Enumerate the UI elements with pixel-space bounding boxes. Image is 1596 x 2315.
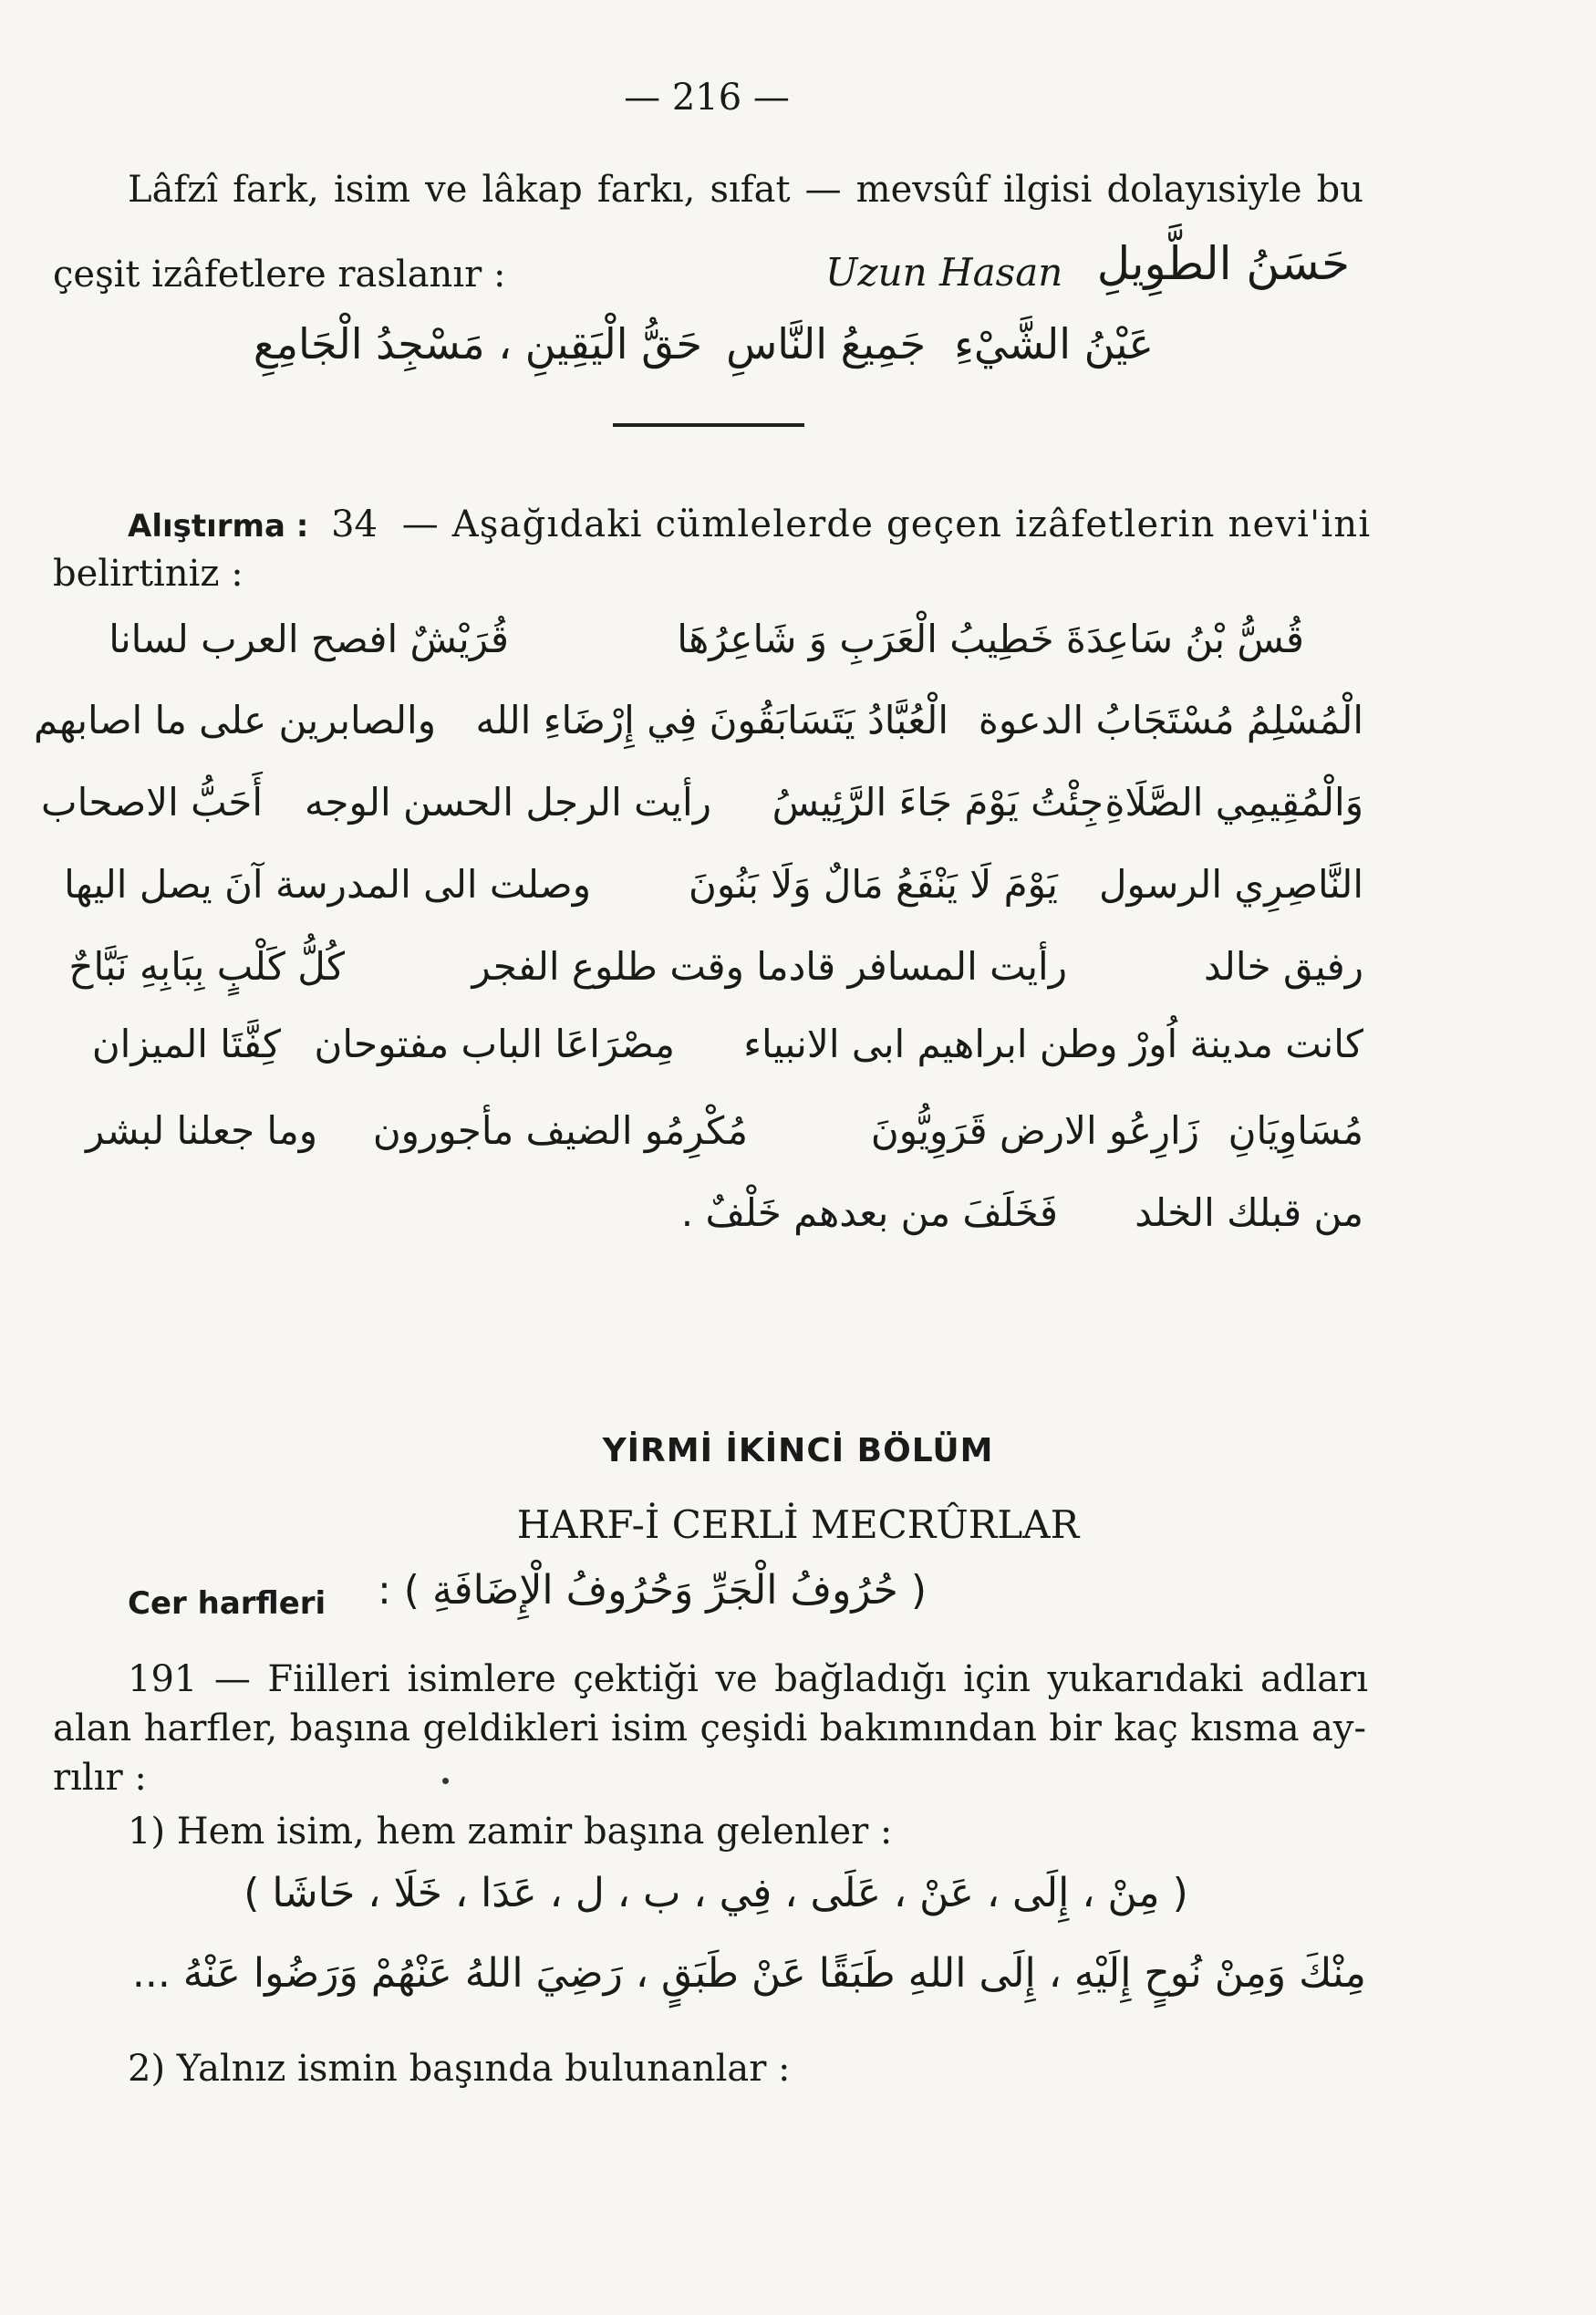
paragraph-191-line-3: rılır : <box>53 1757 147 1799</box>
intro-line-2: çeşit izâfetlere raslanır : <box>53 254 506 296</box>
separator-rule <box>613 423 804 427</box>
exercise-number: 34 <box>331 503 378 545</box>
exercise-label: Alıştırma : <box>128 508 309 545</box>
exercise-row-4-a: النَّاصِرِي الرسول <box>1098 862 1363 907</box>
exercise-row-6-c: كِفَّتَا الميزان <box>91 1022 281 1066</box>
arabic-example-2: جَمِيعُ النَّاسِ <box>726 319 926 369</box>
exercise-text-line-2: belirtiniz : <box>53 553 244 595</box>
exercise-row-8-b: فَخَلَفَ من بعدهم خَلْفٌ . <box>680 1190 1058 1235</box>
exercise-row-6-b: مِصْرَاعَا الباب مفتوحان <box>314 1022 675 1066</box>
exercise-row-2-a: الْمُسْلِمُ مُسْتَجَابُ الدعوة <box>978 698 1363 742</box>
exercise-row-5-a: رفيق خالد <box>1203 944 1363 989</box>
item-1-examples: مِنْكَ وَمِنْ نُوحٍ إِلَيْهِ ، إِلَى اللهِ طَبَقًا عَنْ طَبَقٍ ، رَضِيَ اللهُ عَنْهُمْ وَرَضُوا عَنْهُ ... <box>131 1950 1366 1997</box>
exercise-row-7-c: مُكْرِمُو الضيف مأجورون <box>372 1108 748 1153</box>
exercise-row-1-a: قُسُّ بْنُ سَاعِدَةَ خَطِيبُ الْعَرَبِ وَ شَاعِرُهَا <box>677 617 1304 661</box>
exercise-row-4-b: يَوْمَ لَا يَنْفَعُ مَالٌ وَلَا بَنُونَ <box>688 862 1058 907</box>
exercise-text: — Aşağıdaki cümlelerde geçen izâfetlerin nevi'ini <box>401 503 1372 545</box>
exercise-row-3-b: جِئْتُ يَوْمَ جَاءَ الرَّئِيسُ <box>772 780 1104 825</box>
exercise-row-2-c: والصابرين على ما اصابهم <box>34 698 436 742</box>
exercise-row-3-c: رأيت الرجل الحسن الوجه <box>304 780 711 825</box>
ink-dot <box>442 1778 449 1784</box>
exercise-row-4-c: وصلت الى المدرسة آنَ يصل اليها <box>64 862 591 907</box>
item-2-label: 2) Yalnız ismin başında bulunanlar : <box>128 2048 791 2090</box>
page-number: — 216 — <box>624 77 790 119</box>
exercise-row-7-b: زَارِعُو الارض قَرَوِيُّونَ <box>870 1108 1199 1153</box>
arabic-example-1: عَيْنُ الشَّيْءِ <box>954 319 1154 369</box>
exercise-row-2-b: الْعُبَّادُ يَتَسَابَقُونَ فِي إِرْضَاءِ الله <box>475 698 948 742</box>
cer-harfleri-label: Cer harfleri <box>128 1585 326 1622</box>
exercise-row-5-b: رأيت المسافر قادما وقت طلوع الفجر <box>472 944 1067 989</box>
item-1-letters: ( مِنْ ، إِلَى ، عَنْ ، عَلَى ، فِي ، ب ، ل ، عَدَا ، خَلَا ، حَاشَا ) <box>244 1870 1188 1916</box>
chapter-title: HARF-İ CERLİ MECRÛRLAR <box>516 1502 1080 1547</box>
paragraph-191-line-2: alan harfler, başına geldikleri isim çeşidi bakımından bir kaç kısma ay- <box>53 1708 1366 1749</box>
exercise-row-6-a: كانت مدينة اُورْ وطن ابراهيم ابى الانبياء <box>743 1022 1363 1066</box>
exercise-row-5-c: كُلُّ كَلْبٍ بِبَابِهِ نَبَّاحٌ <box>68 944 345 989</box>
exercise-row-7-d: وما جعلنا لبشر <box>86 1108 317 1153</box>
paragraph-191-line-1: 191 — Fiilleri isimlere çektiği ve bağladığı için yukarıdaki adları <box>128 1658 1368 1700</box>
exercise-heading <box>128 503 1372 545</box>
intro-line-1: Lâfzî fark, isim ve lâkap farkı, sıfat — mevsûf ilgisi dolayısiyle bu <box>128 169 1363 211</box>
exercise-row-7-a: مُسَاوِيَانِ <box>1228 1108 1363 1153</box>
exercise-row-1-b: قُرَيْشٌ افصح العرب لسانا <box>109 617 509 661</box>
cer-harfleri-arabic: ( حُرُوفُ الْجَرِّ وَحُرُوفُ الْإِضَافَةِ ) : <box>377 1567 927 1614</box>
uzun-hasan-label: Uzun Hasan <box>825 250 1063 295</box>
chapter-number-title: YİRMİ İKİNCİ BÖLÜM <box>602 1432 994 1469</box>
item-1-label: 1) Hem isim, hem zamir başına gelenler : <box>128 1811 893 1853</box>
exercise-row-3-a: وَالْمُقِيمِي الصَّلَاةِ <box>1104 780 1363 825</box>
exercise-row-8-a: من قبلك الخلد <box>1135 1190 1363 1235</box>
arabic-example-3: حَقُّ الْيَقِينِ ، مَسْجِدُ الْجَامِعِ <box>253 319 702 369</box>
exercise-row-3-d: أَحَبُّ الاصحاب <box>41 780 263 825</box>
arabic-hasan: حَسَنُ الطَّوِيلِ <box>1096 237 1350 290</box>
